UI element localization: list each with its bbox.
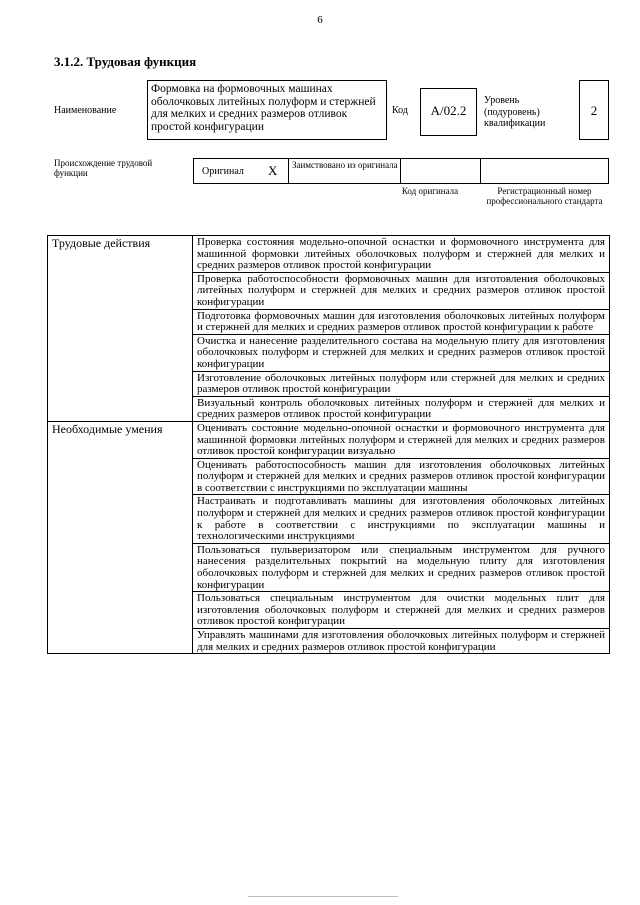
- table-cell: Управлять машинами для изготовления оболочковых литейных полуформ и стержней для мелких и средних размеров отливок простой конфигурации: [193, 629, 610, 654]
- divider: [480, 159, 481, 183]
- code-label: Код: [392, 105, 408, 116]
- scan-artifact-line: [248, 896, 398, 897]
- table-cell: Оценивать состояние модельно-опочной оснастки и формовочного инструмента для машинной формовки литейных полуформ и стержней для мелких и средних размеров отливок простой конфигурации визуально: [193, 421, 610, 458]
- name-label: Наименование: [54, 105, 117, 116]
- table-cell: Оценивать работоспособность машин для изготовления оболочковых литейных полуформ и стержней для мелких и средних размеров отливок простой конфигурации в соответствии с инструкциями по эксплуатации машины: [193, 458, 610, 495]
- function-name-value: Формовка на формовочных машинах оболочковых литейных полуформ и стержней для мелких и средних размеров отливок простой конфигурации: [151, 83, 376, 133]
- table-cell: Визуальный контроль оболочковых литейных полуформ и стержней для мелких и средних размеров отливок простой конфигурации: [193, 396, 610, 421]
- code-box: [420, 88, 477, 136]
- original-mark: X: [268, 163, 278, 178]
- original-cell: [194, 159, 289, 183]
- section-title-cell: Трудовые действия: [48, 236, 193, 422]
- function-details-table: [47, 235, 610, 654]
- table-cell: Очистка и нанесение разделительного состава на модельную плиту для изготовления оболочковых полуформ и стержней для мелких и средних размеров отливок простой конфигурации: [193, 334, 610, 371]
- table-cell: Пользоваться специальным инструментом для очистки модельных плит для изготовления оболочковых полуформ и стержней для мелких и средних размеров отливок простой конфигурации: [193, 592, 610, 629]
- table-cell: Пользоваться пульверизатором или специальным инструментом для ручного нанесения разделительных покрытий на модельную плиту для изготовления оболочковых полуформ и стержней для мелких и средних размеров отливок простой конфигурации: [193, 543, 610, 591]
- section-title: 3.1.2. Трудовая функция: [54, 54, 197, 69]
- table-cell: Настраивать и подготавливать машины для изготовления оболочковых литейных полуформ и стержней для мелких и средних размеров отливок простой конфигурации к работе в соответствии с инструкциями по эксплуатации машины и технологическими инструкциями: [193, 495, 610, 543]
- page-number: 6: [317, 14, 323, 26]
- section-title-cell: Необходимые умения: [48, 421, 193, 653]
- table-cell: Подготовка формовочных машин для изготовления оболочковых литейных полуформ и стержней для мелких и средних размеров отливок простой конфигурации к работе: [193, 309, 610, 334]
- table-cell: Изготовление оболочковых литейных полуформ или стержней для мелких и средних размеров отливок простой конфигурации: [193, 371, 610, 396]
- level-label: Уровень (подуровень) квалификации: [484, 95, 546, 129]
- origin-table: [193, 158, 609, 184]
- table-row: [48, 236, 610, 273]
- reg-number-label: Регистрационный номер профессионального стандарта: [486, 186, 603, 206]
- divider: [400, 159, 401, 183]
- original-label: Оригинал: [202, 166, 244, 177]
- table-cell: Проверка работоспособности формовочных машин для изготовления оболочковых литейных полуформ и стержней для мелких и средних размеров отливок простой конфигурации: [193, 272, 610, 309]
- code-value: A/02.2: [430, 103, 467, 118]
- table-row: [48, 421, 610, 458]
- level-value: 2: [590, 103, 598, 118]
- level-box: [579, 80, 609, 140]
- table-cell: Проверка состояния модельно-опочной оснастки и формовочного инструмента для машинной формовки литейных оболочковых полуформ и стержней для мелких и средних размеров отливок простой конфигурации: [193, 236, 610, 273]
- code-original-label: Код оригинала: [401, 186, 459, 196]
- borrowed-label: Заимствовано из оригинала: [292, 160, 398, 170]
- origin-label: Происхождение трудовой функции: [54, 158, 153, 178]
- function-name-box: [147, 80, 387, 140]
